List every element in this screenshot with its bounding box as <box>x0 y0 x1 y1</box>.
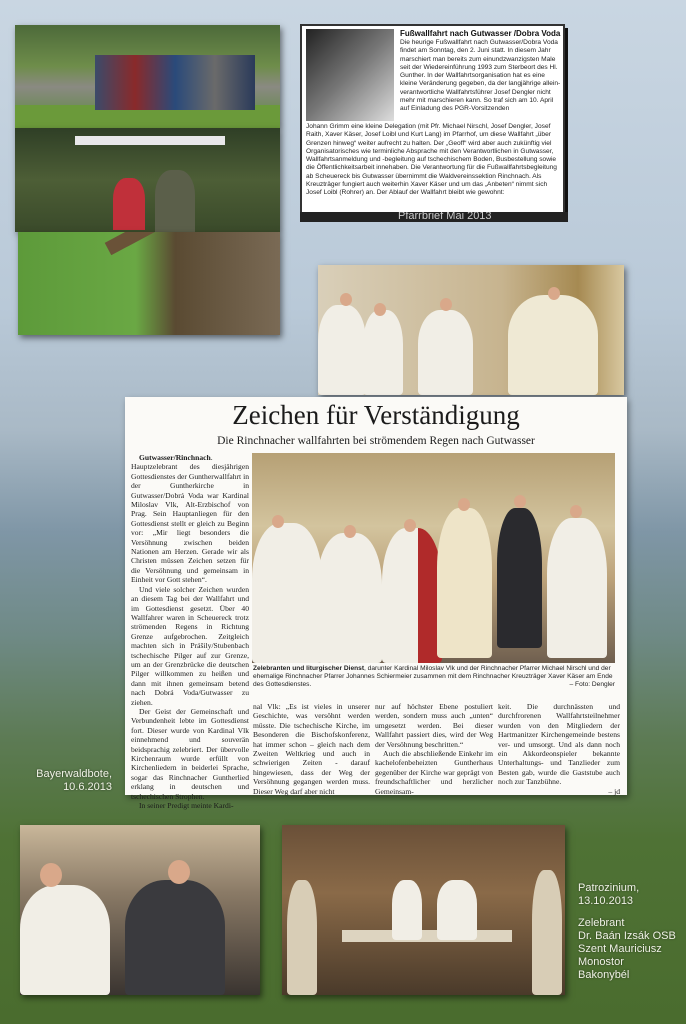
label-line: Szent Mauriciusz <box>578 943 662 955</box>
photo-celebrants-altar <box>318 265 624 395</box>
photo-candles-on-railing <box>18 232 280 335</box>
paragraph: keit. Die durchnässten und durchfrorenen Wallfahrtsteilnehmer wurden von den Mitgliedern der Hartmanitzer Kirchengemeinde bestens ver- und umsorgt. Und als dann noch ein Akkordeonspieler bekannte Unterhaltungs- und Tanzlieder zum Besten gab, wurde die Gaststube auch noch zur Tanzbühne. <box>498 702 620 787</box>
paragraph: nal Vlk: „Es ist vieles in unserer Geschichte, was versöhnt werden müsste. Die tschechische Kirche, im Besonderen die Bischofskonferenz, hat immer schon – gleich nach dem Zweiten Weltkrieg und auch in schwierigen Zeiten - darauf hingewiesen, dass der Weg der Versöhnung gegangen werden muss. Dieser Weg darf aber nicht <box>253 702 370 796</box>
paragraph: nur auf höchster Ebene postuliert werden, sondern muss auch „unten“ umgesetzt werden. Bei dieser Wallfahrt passiert dies, wird der Weg der Versöhnung beschritten.“ <box>375 702 493 749</box>
photo-pilgrims-walking <box>15 25 280 128</box>
article-column-1 <box>131 453 249 810</box>
parish-newsletter-clipping <box>300 24 565 214</box>
caption-bayerwaldbote <box>25 768 112 794</box>
photo-procession <box>20 825 260 995</box>
article-column-4 <box>498 702 620 796</box>
photo-credit: – Foto: Dengler <box>569 681 615 689</box>
bw-photo-mass <box>306 29 394 121</box>
photo-celebrants-cardinal <box>252 453 615 663</box>
caption-bold: Zelebranten und liturgischer Dienst <box>253 665 365 672</box>
label-line: 13.10.2013 <box>578 895 634 907</box>
label-line: Dr. Baán Izsák OSB <box>578 930 676 942</box>
source-label: Pfarrbrief Mai 2013 <box>398 212 492 222</box>
label-line: Bakonybél <box>578 969 630 981</box>
subheadline: Die Rinchnacher wallfahrten bei strömendem Regen nach Gutwasser <box>217 435 535 447</box>
paragraph: . Hauptzelebrant des diesjährigen Gottesdienstes der Guntherwallfahrt in der Guntherkirche in Gutwasser/Dobrá Voda war Kardinal Miloslav Vlk, Alt-Erzbischof von Prag. Sein Hauptanliegen für den Gottesdienst stellt er gleich zu Beginn vor: „Mir liegt besonders die Versöhnung zwischen beiden Nationen am Herzen. Gerade wir als Christen müssen Zeichen setzen für die Versöhnung und gemeinsam in Einheit vor Gott stehen“. <box>131 453 249 585</box>
source-band <box>300 212 568 222</box>
dateline: Gutwasser/Rinchnach <box>139 453 211 462</box>
photo-caption <box>253 665 615 690</box>
caption-patrozinium <box>578 882 676 982</box>
paragraph: In seiner Predigt meinte Kardi- <box>139 801 234 811</box>
label-line: Zelebrant <box>578 917 625 929</box>
headline: Zeichen für Verständigung <box>232 400 520 430</box>
paragraph: Auch die abschließende Einkehr im kachelofenbeheizten Guntherhaus gegenüber der Kirche war geprägt von freundschaftlicher und herzlicher Gemeinsam- <box>375 749 493 796</box>
label-line: Monostor <box>578 956 624 968</box>
article-column-2 <box>253 702 370 796</box>
newspaper-article <box>125 397 627 811</box>
caption-text: , darunter Kardinal Miloslav Vlk und der Rinchnacher Pfarrer Michael Nirschl und der ehemalige Rinchnacher Pfarrer Johannes Schiermeier zusammen mit dem Rinchnacher Kreuzträger Xaver Käser am Ende des Gottesdienstes. <box>253 665 613 689</box>
label-line: Patrozinium, <box>578 882 640 894</box>
side-article-title: Fußwallfahrt nach Gutwasser /Dobra Voda <box>400 29 561 38</box>
author-signature: – jd <box>608 786 620 796</box>
side-article-para2: Johann Grimm eine kleine Delegation (mit Pfr. Michael Nirschl, Josef Dengler, Josef Raith, Xaver Käser, Josef Loibl und Kurt Lang) im Pfarrhof, um diese Wallfahrt „über Grenzen hinweg“ weiter aufrecht zu halten. Der „Geoff“ wird aber auch zukünftig viel Organisatorisches wie terminliche Absprache mit den Verantwortlichen in Gutwasser, Wallfahrtsanmeldung und -begleitung auf tschechischem Boden, Busbestellung sowie die Öffentlichkeitsarbeit innehaben. Die Verantwortung für die Fußwallfahrtsbegleitung ab Scheuereck bis Gutwasser übernimmt die Waldvereinssektion Rinchnach. Als Kreuzträger fungiert auch weiterhin Xaver Käser und um das „Anbeten“ nimmt sich Josef Loibl (Rohrer) an. Der Ablauf der Wallfahrt bleibt wie gewohnt: <box>306 123 557 197</box>
photo-border-sign <box>15 128 280 232</box>
article-column-3 <box>375 702 493 796</box>
paragraph: Und viele solcher Zeichen wurden an diesem Tag bei der Wallfahrt und im Gottesdienst gesetzt. Über 40 Wallfahrer waren in Scheuereck trotz strömenden Regens in Richtung Grenze aufgebrochen. Zeitgleich machten sich in Prášily/Stubenbach tschechische Pilger auf zur Grenze, um an der Grenzbrücke die deutschen Pilger willkommen zu heißen und dann mit ihnen gemeinsam betend nach Dobrá Voda/Gutwasser zu ziehen. <box>131 584 249 707</box>
photo-patrozinium-mass <box>282 825 565 995</box>
paragraph: Der Geist der Gemeinschaft und Verbundenheit lebte im Gottesdienst fort. Dieser wurde von Kardinal Vlk einnehmend und souverän beidsprachig zelebriert. Der übervolle Kirchenraum wurde erfüllt von Kirchenliedern in beiderlei Sprache, sogar das Rinchnacher Guntherlied erklang in deutschen und tschechischen Strophen. <box>131 706 249 801</box>
label-line: Bayerwaldbote, <box>36 768 112 780</box>
label-line: 10.6.2013 <box>63 781 112 793</box>
side-article-para1: Die heurige Fußwallfahrt nach Gutwasser/Dobra Voda findet am Sonntag, den 2. Juni statt. In diesem Jahr marschiert man bereits zum einundzwanzigsten Male seit der Wiedereinführung 1993 zum Sterbeort des Hl. Gunther. In der Wallfahrtsorganisation hat es eine kleine Veränderung gegeben, da der langjährige allein-verantwortliche Wallfahrtsführer Josef Dengler nicht mehr mit marschieren kann. So traf sich am 10. April auf Einladung des PGR-Vorsitzenden <box>400 39 561 113</box>
